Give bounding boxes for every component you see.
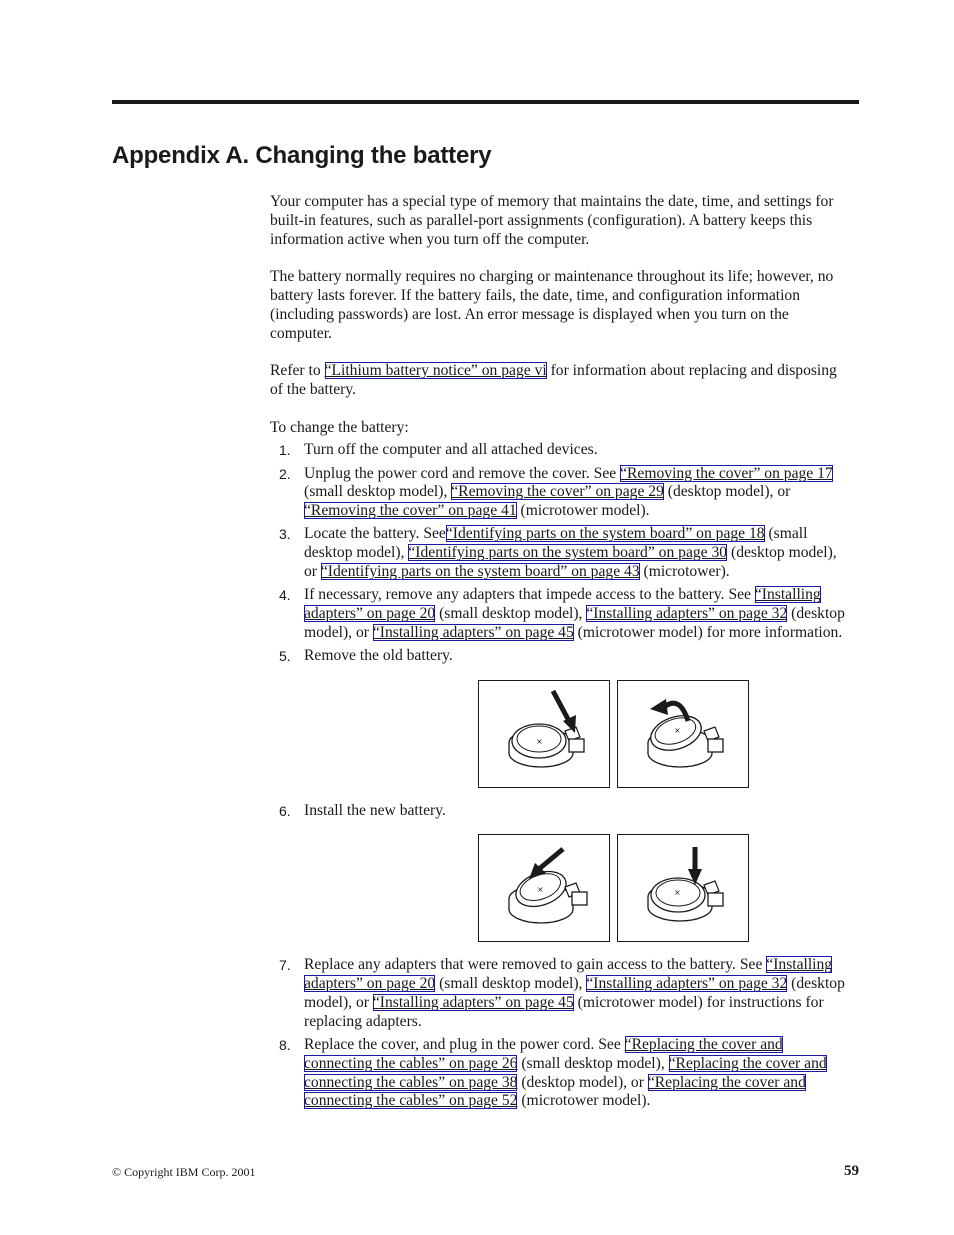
install-battery-figures — [304, 834, 850, 942]
lithium-notice-link[interactable]: “Lithium battery notice” on page vi — [324, 362, 547, 380]
step-number: 8. — [279, 1037, 291, 1054]
step-number: 4. — [279, 587, 291, 604]
remove-battery-press-figure — [478, 680, 610, 788]
removing-cover-microtower-link[interactable]: “Removing the cover” on page 41 — [304, 502, 517, 520]
replacing-cover-desktop-link[interactable]: “Replacing the cover and connecting the cables” on page 38 — [304, 1054, 827, 1091]
paragraph-refer: Refer to “Lithium battery notice” on page vi for information about replacing and disposing of the battery. — [270, 362, 837, 398]
copyright-notice: © Copyright IBM Corp. 2001 — [112, 1165, 256, 1179]
installing-adapters-desktop-link[interactable]: “Installing adapters” on page 32 — [586, 604, 788, 622]
body-text — [270, 193, 850, 1116]
svg-text:×: × — [537, 885, 544, 895]
installing-adapters-small-desktop-link[interactable]: “Installing adapters” on page 20 — [304, 586, 821, 622]
step-number: 2. — [279, 465, 291, 482]
svg-text:×: × — [674, 888, 681, 898]
step-5: 5. Remove the old battery. × × — [270, 647, 850, 788]
step-number: 6. — [279, 802, 291, 819]
step-6: 6. Install the new battery. × × — [270, 802, 850, 943]
paragraph-memory: Your computer has a special type of memory that maintains the date, time, and settings for built-in features, such as parallel-port assignments (configuration). A battery keeps this information active when you turn off the computer. — [270, 193, 834, 248]
install-battery-press-figure — [617, 834, 749, 942]
remove-battery-figures — [304, 680, 850, 788]
replacing-cover-microtower-link[interactable]: “Replacing the cover and connecting the cables” on page 52 — [304, 1073, 806, 1110]
replacing-cover-small-desktop-link[interactable]: “Replacing the cover and connecting the cables” on page 26 — [304, 1036, 783, 1072]
removing-cover-small-desktop-link[interactable]: “Removing the cover” on page 17 — [620, 464, 833, 482]
step-7: 7. Replace any adapters that were removed to gain access to the battery. See “Installing adapters” on page 20 (small desktop model), “Installing adapters” on page 32 (desktop model), or “Installing adapters” on page 45 (microtower model) for instructions for replacing adapters. — [279, 956, 845, 1030]
step-2: 2. Unplug the power cord and remove the cover. See “Removing the cover” on page 17 (small desktop model), “Removing the cover” on page 29 (desktop model), or “Removing the cover” on page 41 (microtower model). — [279, 464, 833, 520]
page-number: 59 — [844, 1163, 859, 1179]
step-3: 3. Locate the battery. See“Identifying parts on the system board” on page 18 (small desktop model), “Identifying parts on the system board” on page 30 (desktop model), or “Identifying parts on the system board” on page 43 (microtower). — [279, 525, 837, 580]
step-8: 8. Replace the cover, and plug in the power cord. See “Replacing the cover and connecting the cables” on page 26 (small desktop model), “Replacing the cover and connecting the cables” on page 38 (desktop model), or “Replacing the cover and connecting the cables” on page 52 (microtower model). — [279, 1036, 827, 1110]
removing-cover-desktop-link[interactable]: “Removing the cover” on page 29 — [451, 483, 664, 501]
installing-adapters-small-desktop-link[interactable]: “Installing adapters” on page 20 — [304, 956, 833, 993]
installing-adapters-desktop-link[interactable]: “Installing adapters” on page 32 — [586, 975, 788, 993]
header-rule — [112, 100, 859, 104]
remove-battery-lift-figure — [617, 680, 749, 788]
install-battery-insert-figure — [478, 834, 610, 942]
step-number: 5. — [279, 647, 291, 664]
installing-adapters-microtower-link[interactable]: “Installing adapters” on page 45 — [372, 623, 574, 641]
identifying-parts-small-desktop-link[interactable]: “Identifying parts on the system board” on page 18 — [445, 525, 765, 543]
identifying-parts-desktop-link[interactable]: “Identifying parts on the system board” on page 30 — [408, 544, 728, 562]
step-number: 3. — [279, 526, 291, 543]
step-1: 1. Turn off the computer and all attached devices. — [279, 441, 598, 459]
steps-list — [270, 441, 850, 1111]
installing-adapters-microtower-link[interactable]: “Installing adapters” on page 45 — [372, 994, 574, 1012]
step-4: 4. If necessary, remove any adapters that impede access to the battery. See “Installing adapters” on page 20 (small desktop model), “Installing adapters” on page 32 (desktop model), or “Installing adapters” on page 45 (microtower model) for more information. — [279, 586, 845, 641]
step-number: 7. — [279, 957, 291, 974]
steps-intro: To change the battery: — [270, 418, 409, 436]
paragraph-battery-life: The battery normally requires no charging or maintenance throughout its life; however, no battery lasts forever. If the battery fails, the date, time, and configuration information (including passwords) are lost. An error message is displayed when you turn on the computer. — [270, 268, 834, 342]
svg-text:×: × — [536, 736, 543, 746]
step-number: 1. — [279, 442, 291, 459]
svg-text:×: × — [674, 725, 681, 735]
identifying-parts-microtower-link[interactable]: “Identifying parts on the system board” on page 43 — [320, 562, 640, 580]
page-title: Appendix A. Changing the battery — [112, 142, 492, 169]
